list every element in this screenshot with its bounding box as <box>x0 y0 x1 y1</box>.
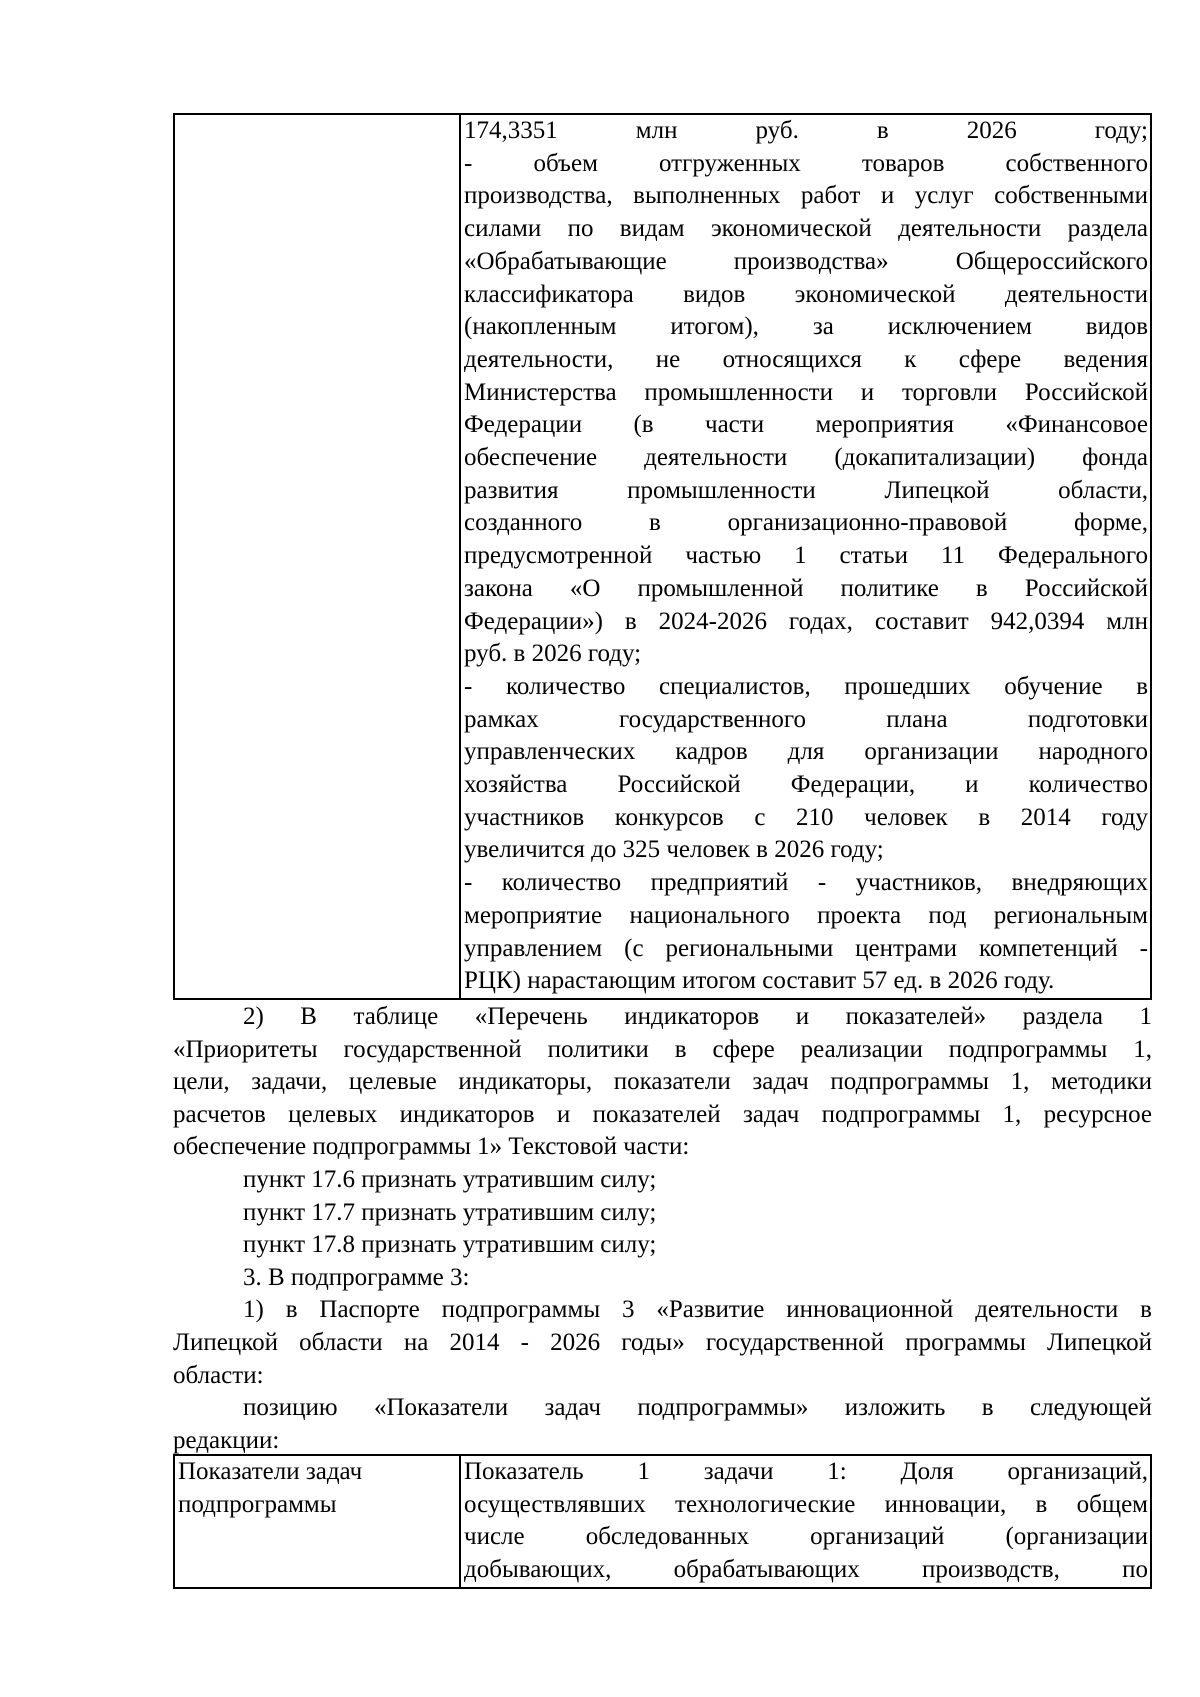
table-text-line: добывающих, обрабатывающих производств, по <box>464 1556 1148 1584</box>
paragraph-line: пункт 17.6 признать утратившим силу; <box>243 1165 657 1193</box>
paragraph-line: пункт 17.7 признать утратившим силу; <box>243 1198 657 1226</box>
paragraph-line: «Приоритеты государственной политики в сфере реализации подпрограммы 1, <box>173 1035 1152 1063</box>
table-text-line: деятельности, не относящихся к сфере ведения <box>464 345 1148 373</box>
table-text-line: числе обследованных организаций (организации <box>464 1523 1148 1551</box>
table-text-line: классификатора видов экономической деятельности <box>464 280 1148 308</box>
subprogram-passport-table <box>173 1454 1152 1589</box>
table-text-line: увеличится до 325 человек в 2026 году; <box>464 836 884 864</box>
table-left-cell-text: Показатели задач подпрограммы <box>178 1458 363 1518</box>
table-text-line: предусмотренной частью 1 статьи 11 Федерального <box>464 542 1148 570</box>
table-text-line: РЦК) нарастающим итогом составит 57 ед. в 2026 году. <box>464 967 1055 995</box>
table-text-line: осуществлявших технологические инновации, в общем <box>464 1490 1148 1518</box>
table-right-cell <box>460 114 1151 999</box>
table-text-line: - количество специалистов, прошедших обучение в <box>464 672 1148 700</box>
table-text-line: мероприятие национального проекта под региональным <box>464 901 1148 929</box>
paragraph-line: 3. В подпрограмме 3: <box>243 1263 470 1291</box>
table-text-line: Показатель 1 задачи 1: Доля организаций, <box>464 1458 1148 1485</box>
table-text-line: (накопленным итогом), за исключением видов <box>464 313 1148 341</box>
paragraph-line: цели, задачи, целевые индикаторы, показатели задач подпрограммы 1, методики <box>173 1068 1152 1096</box>
table-text-line: закона «О промышленной политике в Российской <box>464 574 1148 602</box>
table-text-line: созданного в организационно-правовой форме, <box>464 509 1148 537</box>
table-row <box>174 1455 1151 1588</box>
paragraph-line: пункт 17.8 признать утратившим силу; <box>243 1231 657 1259</box>
paragraph-line: позицию «Показатели задач подпрограммы» изложить в следующей <box>243 1394 1152 1422</box>
paragraph-line: 1) в Паспорте подпрограммы 3 «Развитие инновационной деятельности в <box>243 1296 1152 1324</box>
table-text-line: - объем отгруженных товаров собственного <box>464 149 1148 177</box>
table-text-line: Министерства промышленности и торговли Российской <box>464 378 1148 406</box>
table-text-line: хозяйства Российской Федерации, и количество <box>464 771 1148 799</box>
paragraph-line: Липецкой области на 2014 - 2026 годы» государственной программы Липецкой <box>173 1328 1152 1356</box>
table-text-line: производства, выполненных работ и услуг собственными <box>464 182 1148 210</box>
table-text-line: рамках государственного плана подготовки <box>464 705 1148 733</box>
table-text-line: силами по видам экономической деятельности раздела <box>464 215 1148 243</box>
indicators-table-continued <box>173 113 1152 1000</box>
table-left-cell <box>174 1455 460 1588</box>
paragraph-line: обеспечение подпрограммы 1» Текстовой части: <box>173 1133 690 1161</box>
paragraph-line: области: <box>173 1361 264 1389</box>
paragraph-line: расчетов целевых индикаторов и показателей задач подпрограммы 1, ресурсное <box>173 1100 1152 1128</box>
table-text-line: обеспечение деятельности (докапитализации) фонда <box>464 444 1148 472</box>
table-row <box>174 114 1151 999</box>
table-text-line: 174,3351 млн руб. в 2026 году; <box>464 117 1148 144</box>
table-text-line: «Обрабатывающие производства» Общероссийского <box>464 247 1148 275</box>
table-text-line: управленческих кадров для организации народного <box>464 738 1148 766</box>
table-text-line: развития промышленности Липецкой области, <box>464 476 1148 504</box>
table-right-cell <box>460 1455 1151 1588</box>
paragraph-line: 2) В таблице «Перечень индикаторов и показателей» раздела 1 <box>243 1003 1152 1030</box>
table-text-line: Федерации») в 2024-2026 годах, составит 942,0394 млн <box>464 607 1148 635</box>
body-text <box>173 1001 1152 1457</box>
paragraph-line: редакции: <box>173 1426 280 1454</box>
table-text-line: руб. в 2026 году; <box>464 640 642 668</box>
table-text-line: участников конкурсов с 210 человек в 2014 году <box>464 803 1148 831</box>
table-left-cell <box>174 114 460 999</box>
table-text-line: Федерации (в части мероприятия «Финансовое <box>464 411 1148 439</box>
table-text-line: - количество предприятий - участников, внедряющих <box>464 869 1148 897</box>
table-text-line: управлением (с региональными центрами компетенций - <box>464 934 1148 962</box>
